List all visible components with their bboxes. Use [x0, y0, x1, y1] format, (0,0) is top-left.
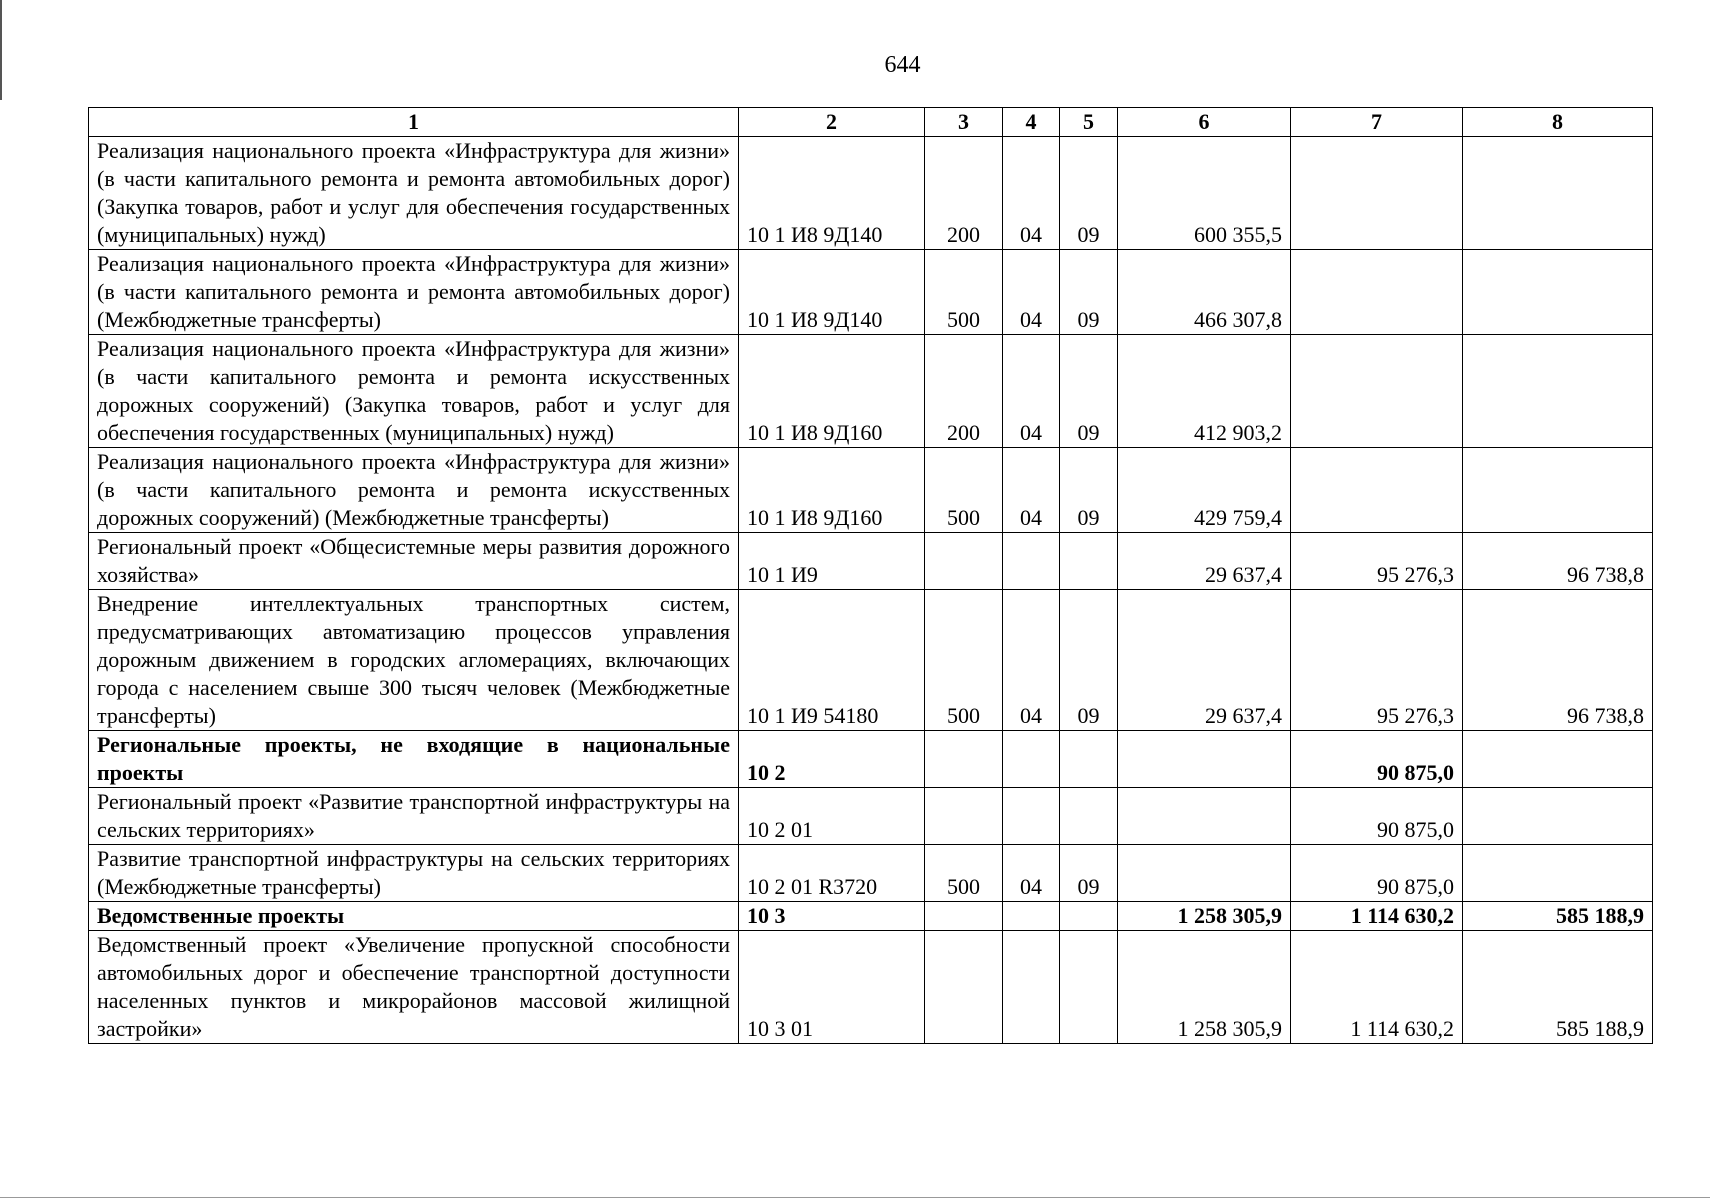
row-value-7: [1291, 137, 1463, 250]
row-col-3: 200: [925, 137, 1003, 250]
row-code: 10 1 И8 9Д140: [739, 250, 925, 335]
row-col-5: [1060, 788, 1118, 845]
row-name: Реализация национального проекта «Инфраструктура для жизни» (в части капитального ремонта и ремонта искусственных дорожных сооружений) (Закупка товаров, работ и услуг для обеспечения государственных (муниципальных) нужд): [89, 335, 739, 448]
table-header-row: [89, 108, 1653, 137]
row-value-7: [1291, 448, 1463, 533]
row-value-8: [1463, 845, 1653, 902]
row-col-4: 04: [1003, 137, 1060, 250]
table-row: [89, 731, 1653, 788]
row-name: Региональный проект «Развитие транспортной инфраструктуры на сельских территориях»: [89, 788, 739, 845]
row-value-7: [1291, 335, 1463, 448]
row-name: Региональный проект «Общесистемные меры развития дорожного хозяйства»: [89, 533, 739, 590]
row-col-3: [925, 533, 1003, 590]
row-value-6: 1 258 305,9: [1118, 902, 1291, 931]
row-value-6: 466 307,8: [1118, 250, 1291, 335]
row-col-3: 500: [925, 448, 1003, 533]
row-value-7: 90 875,0: [1291, 845, 1463, 902]
row-value-6: 412 903,2: [1118, 335, 1291, 448]
row-value-6: [1118, 731, 1291, 788]
row-col-4: [1003, 931, 1060, 1044]
table-row: [89, 931, 1653, 1044]
row-code: 10 3: [739, 902, 925, 931]
header-col-7: 7: [1291, 108, 1463, 137]
table-row: [89, 845, 1653, 902]
row-name: Развитие транспортной инфраструктуры на сельских территориях (Межбюджетные трансферты): [89, 845, 739, 902]
row-col-3: [925, 788, 1003, 845]
row-value-7: 95 276,3: [1291, 533, 1463, 590]
budget-table: [88, 107, 1653, 1044]
row-value-8: 96 738,8: [1463, 533, 1653, 590]
row-value-8: 585 188,9: [1463, 931, 1653, 1044]
row-col-5: 09: [1060, 448, 1118, 533]
row-col-3: [925, 902, 1003, 931]
row-col-4: 04: [1003, 590, 1060, 731]
row-col-4: [1003, 902, 1060, 931]
row-value-6: 29 637,4: [1118, 590, 1291, 731]
row-col-5: 09: [1060, 335, 1118, 448]
row-code: 10 1 И9: [739, 533, 925, 590]
table-row: [89, 250, 1653, 335]
row-code: 10 2 01: [739, 788, 925, 845]
row-col-5: [1060, 533, 1118, 590]
row-col-4: 04: [1003, 448, 1060, 533]
row-name: Реализация национального проекта «Инфраструктура для жизни» (в части капитального ремонта и ремонта автомобильных дорог) (Закупка товаров, работ и услуг для обеспечения государственных (муниципальных) нужд): [89, 137, 739, 250]
header-col-5: 5: [1060, 108, 1118, 137]
row-value-7: 1 114 630,2: [1291, 902, 1463, 931]
row-value-6: 29 637,4: [1118, 533, 1291, 590]
row-value-6: 429 759,4: [1118, 448, 1291, 533]
row-code: 10 2 01 R3720: [739, 845, 925, 902]
row-col-4: 04: [1003, 335, 1060, 448]
row-name: Реализация национального проекта «Инфраструктура для жизни» (в части капитального ремонта и ремонта искусственных дорожных сооружений) (Межбюджетные трансферты): [89, 448, 739, 533]
row-value-7: 95 276,3: [1291, 590, 1463, 731]
row-value-6: [1118, 845, 1291, 902]
row-col-5: 09: [1060, 250, 1118, 335]
header-col-1: 1: [89, 108, 739, 137]
table-row: [89, 137, 1653, 250]
row-col-5: [1060, 902, 1118, 931]
table-row: [89, 590, 1653, 731]
row-value-8: 585 188,9: [1463, 902, 1653, 931]
row-name: Реализация национального проекта «Инфраструктура для жизни» (в части капитального ремонта и ремонта автомобильных дорог) (Межбюджетные трансферты): [89, 250, 739, 335]
header-col-4: 4: [1003, 108, 1060, 137]
row-col-5: 09: [1060, 590, 1118, 731]
row-col-4: [1003, 533, 1060, 590]
row-value-6: [1118, 788, 1291, 845]
row-value-7: 1 114 630,2: [1291, 931, 1463, 1044]
row-value-8: 96 738,8: [1463, 590, 1653, 731]
row-col-4: [1003, 731, 1060, 788]
row-code: 10 1 И8 9Д140: [739, 137, 925, 250]
row-value-6: 600 355,5: [1118, 137, 1291, 250]
row-code: 10 2: [739, 731, 925, 788]
row-value-7: 90 875,0: [1291, 788, 1463, 845]
row-col-4: [1003, 788, 1060, 845]
row-col-5: 09: [1060, 137, 1118, 250]
row-col-4: 04: [1003, 250, 1060, 335]
header-col-6: 6: [1118, 108, 1291, 137]
row-value-8: [1463, 335, 1653, 448]
table-row: [89, 533, 1653, 590]
row-col-5: [1060, 731, 1118, 788]
header-col-8: 8: [1463, 108, 1653, 137]
row-col-3: 500: [925, 250, 1003, 335]
row-code: 10 1 И9 54180: [739, 590, 925, 731]
page-edge-line: [0, 0, 2, 100]
row-name: Ведомственный проект «Увеличение пропускной способности автомобильных дорог и обеспечение транспортной доступности населенных пунктов и микрорайонов массовой жилищной застройки»: [89, 931, 739, 1044]
row-name: Ведомственные проекты: [89, 902, 739, 931]
row-col-3: [925, 931, 1003, 1044]
table-row: [89, 902, 1653, 931]
row-value-8: [1463, 250, 1653, 335]
row-name: Внедрение интеллектуальных транспортных систем, предусматривающих автоматизацию процессов управления дорожным движением в городских агломерациях, включающих города с населением свыше 300 тысяч человек (Межбюджетные трансферты): [89, 590, 739, 731]
row-value-6: 1 258 305,9: [1118, 931, 1291, 1044]
row-value-8: [1463, 448, 1653, 533]
table-body: [89, 137, 1653, 1044]
row-value-8: [1463, 788, 1653, 845]
table-row: [89, 335, 1653, 448]
row-col-4: 04: [1003, 845, 1060, 902]
row-value-8: [1463, 731, 1653, 788]
row-value-7: 90 875,0: [1291, 731, 1463, 788]
row-col-3: 500: [925, 845, 1003, 902]
row-col-3: 500: [925, 590, 1003, 731]
row-value-7: [1291, 250, 1463, 335]
row-col-5: [1060, 931, 1118, 1044]
table-row: [89, 448, 1653, 533]
row-value-8: [1463, 137, 1653, 250]
row-col-3: 200: [925, 335, 1003, 448]
page-number: 644: [884, 52, 921, 78]
header-col-3: 3: [925, 108, 1003, 137]
row-name: Региональные проекты, не входящие в национальные проекты: [89, 731, 739, 788]
row-code: 10 3 01: [739, 931, 925, 1044]
header-col-2: 2: [739, 108, 925, 137]
page-bottom-edge: [0, 1197, 1710, 1198]
row-col-3: [925, 731, 1003, 788]
row-code: 10 1 И8 9Д160: [739, 448, 925, 533]
row-code: 10 1 И8 9Д160: [739, 335, 925, 448]
row-col-5: 09: [1060, 845, 1118, 902]
table-row: [89, 788, 1653, 845]
